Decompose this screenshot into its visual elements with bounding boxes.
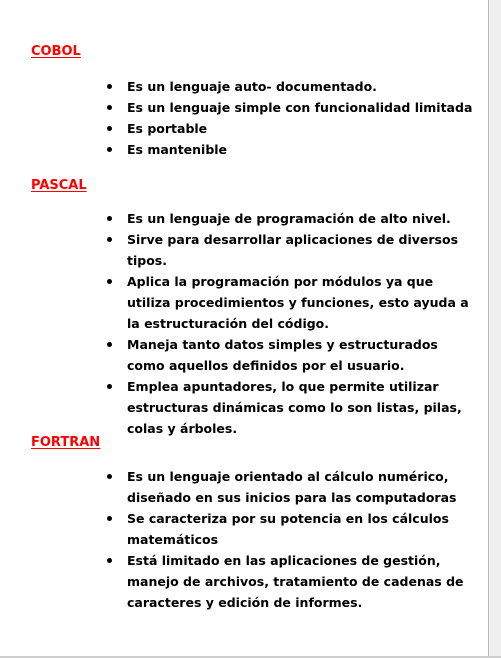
list-item: Es portable xyxy=(127,118,477,139)
list-item: Emplea apuntadores, lo que permite utilizar estructuras dinámicas como lo son listas, pilas, colas y árboles. xyxy=(127,376,477,439)
list-item: Maneja tanto datos simples y estructurados como aquellos definidos por el usuario. xyxy=(127,334,477,376)
list-item: Es mantenible xyxy=(127,139,477,160)
heading-cobol: COBOL xyxy=(31,44,81,59)
list-item: Está limitado en las aplicaciones de gestión, manejo de archivos, tratamiento de cadenas de caracteres y edición de informes. xyxy=(127,550,477,613)
heading-pascal: PASCAL xyxy=(31,178,87,193)
list-item: Sirve para desarrollar aplicaciones de diversos tipos. xyxy=(127,229,477,271)
list-item: Es un lenguaje auto- documentado. xyxy=(127,76,477,97)
list-item: Es un lenguaje simple con funcionalidad limitada xyxy=(127,97,477,118)
pascal-list xyxy=(127,208,477,439)
cobol-list xyxy=(127,76,477,160)
list-item: Aplica la programación por módulos ya que utiliza procedimientos y funciones, esto ayuda a la estructuración del código. xyxy=(127,271,477,334)
fortran-list xyxy=(127,466,477,613)
list-item: Es un lenguaje de programación de alto nivel. xyxy=(127,208,477,229)
list-item: Es un lenguaje orientado al cálculo numérico, diseñado en sus inicios para las computadoras xyxy=(127,466,477,508)
list-item: Se caracteriza por su potencia en los cálculos matemáticos xyxy=(127,508,477,550)
heading-fortran: FORTRAN xyxy=(31,435,101,450)
page-edge xyxy=(488,0,501,658)
